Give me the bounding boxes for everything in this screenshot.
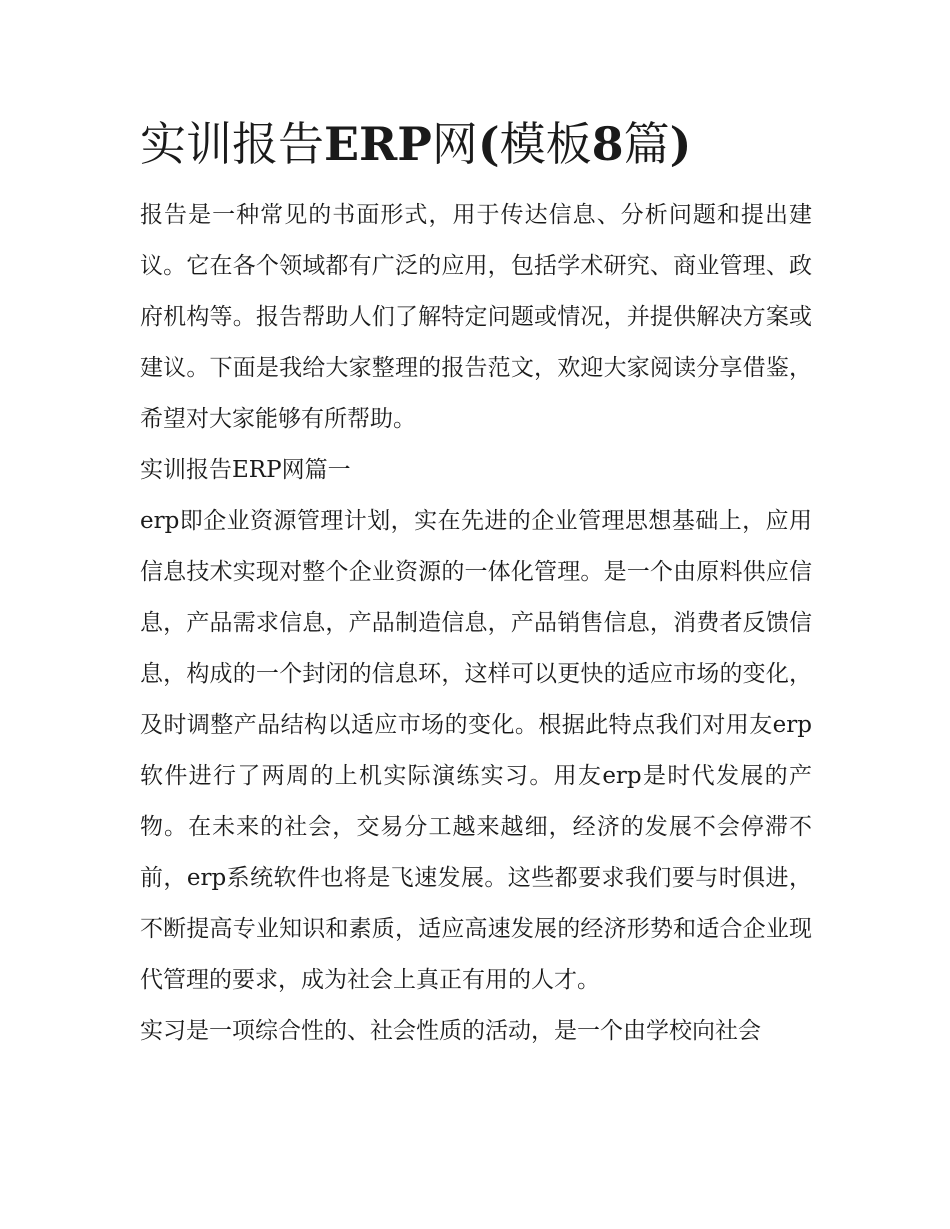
intro-paragraph: 报告是一种常见的书面形式，用于传达信息、分析问题和提出建议。它在各个领域都有广泛的应用，包括学术研究、商业管理、政府机构等。报告帮助人们了解特定问题或情况，并提供解决方案或建议。下面是我给大家整理的报告范文，欢迎大家阅读分享借鉴，希望对大家能够有所帮助。 [140,202,812,432]
body-paragraph-1: erp即企业资源管理计划，实在先进的企业管理思想基础上，应用信息技术实现对整个企业资源的一体化管理。是一个由原料供应信息，产品需求信息，产品制造信息，产品销售信息，消费者反馈信息，构成的一个封闭的信息环，这样可以更快的适应市场的变化，及时调整产品结构以适应市场的变化。根据此特点我们对用友erp软件进行了两周的上机实际演练实习。用友erp是时代发展的产物。在未来的社会，交易分工越来越细，经济的发展不会停滞不前，erp系统软件也将是飞速发展。这些都要求我们要与时俱进，不断提高专业知识和素质，适应高速发展的经济形势和适合企业现代管理的要求，成为社会上真正有用的人才。 [140,508,812,993]
document-page [140,112,812,1057]
document-title: 实训报告ERP网(模板8篇) [140,117,692,171]
section-heading: 实训报告ERP网篇一 [140,457,351,483]
body-paragraph-2: 实习是一项综合性的、社会性质的活动，是一个由学校向社会 [140,1018,761,1044]
